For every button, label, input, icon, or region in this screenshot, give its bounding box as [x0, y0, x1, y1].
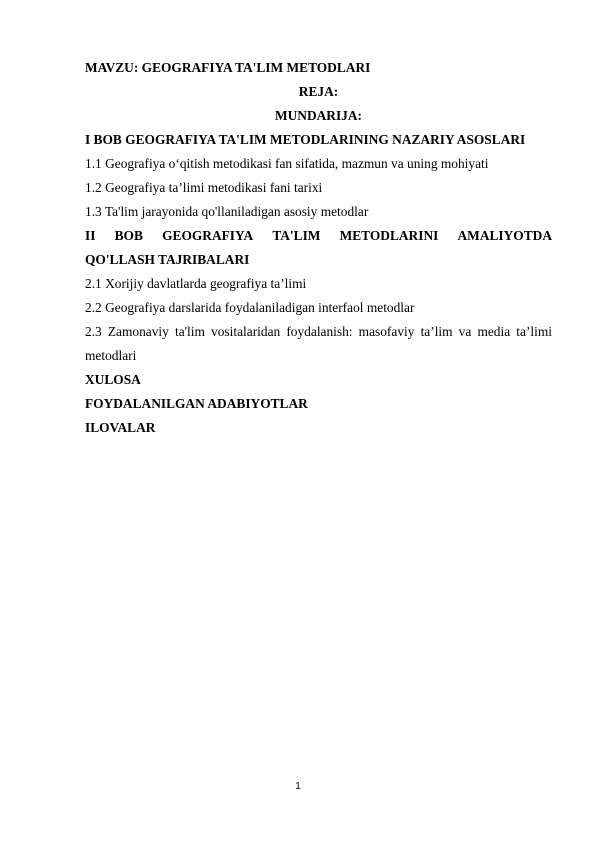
conclusion-heading: XULOSA	[85, 372, 141, 387]
section-1-1: 1.1 Geografiya o‘qitish metodikasi fan sifatida, mazmun va uning mohiyati	[85, 156, 489, 171]
chapter-2-word: II	[85, 228, 96, 243]
page-number: 1	[295, 781, 301, 792]
chapter-2-title-continued: QO'LLASH TAJRIBALARI	[85, 252, 250, 267]
chapter-2-title	[85, 224, 552, 248]
chapter-2-word: AMALIYOTDA	[457, 228, 552, 243]
chapter-1-title: I BOB GEOGRAFIYA TA'LIM METODLARINING NAZARIY ASOSLARI	[85, 132, 526, 147]
table-of-contents	[85, 56, 552, 440]
section-1-3: 1.3 Ta'lim jarayonida qo'llaniladigan asosiy metodlar	[85, 204, 369, 219]
references-heading: FOYDALANILGAN ADABIYOTLAR	[85, 396, 308, 411]
appendices-heading: ILOVALAR	[85, 420, 156, 435]
section-1-2: 1.2 Geografiya ta’limi metodikasi fani tarixi	[85, 180, 323, 195]
plan-heading: REJA:	[298, 84, 339, 99]
chapter-2-word: GEOGRAFIYA	[162, 228, 254, 243]
chapter-2-word: METODLARINI	[339, 228, 439, 243]
chapter-2-word: BOB	[114, 228, 143, 243]
section-2-3: 2.3 Zamonaviy ta'lim vositalaridan foydalanish: masofaviy ta’lim va media ta’limi metodlari	[85, 324, 552, 363]
section-2-2: 2.2 Geografiya darslarida foydalaniladigan interfaol metodlar	[85, 300, 415, 315]
contents-heading: MUNDARIJA:	[274, 108, 363, 123]
chapter-2-word: TA'LIM	[272, 228, 321, 243]
topic-title: MAVZU: GEOGRAFIYA TA'LIM METODLARI	[85, 60, 371, 75]
section-2-1: 2.1 Xorijiy davlatlarda geografiya ta’limi	[85, 276, 307, 291]
